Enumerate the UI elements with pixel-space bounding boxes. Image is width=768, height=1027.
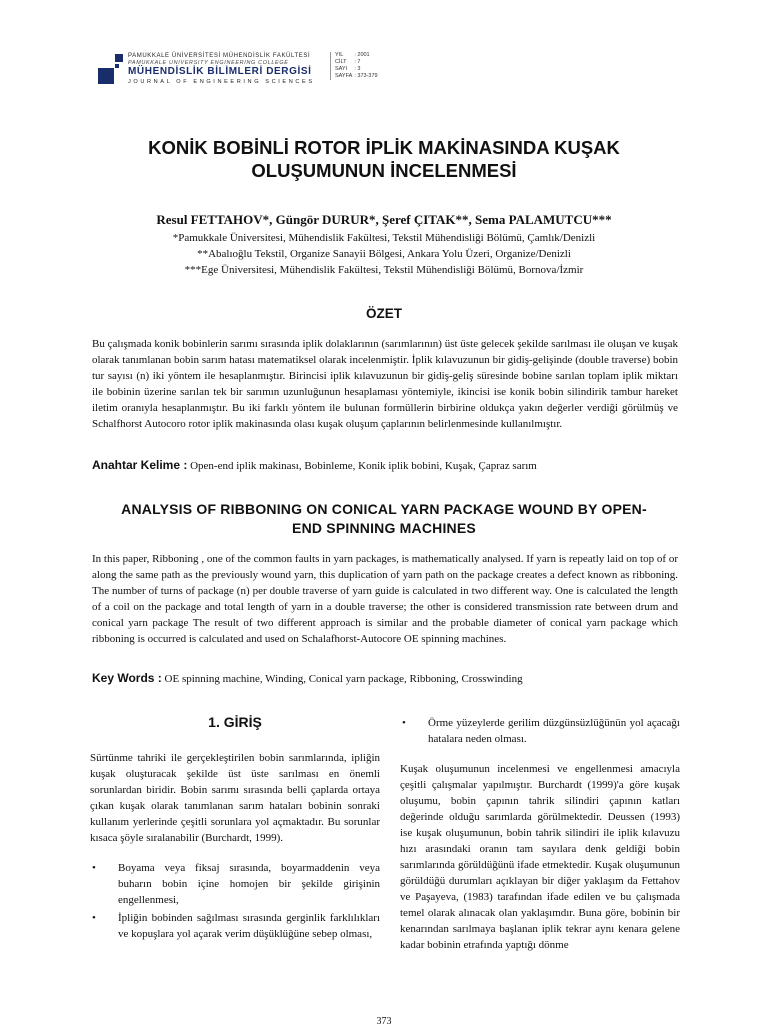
right-column [400,715,680,967]
keywords-text: OE spinning machine, Winding, Conical yarn package, Ribboning, Crosswinding [161,673,523,685]
list-item-text: Örme yüzeylerde gerilim düzgünsüzlüğünün yol açacağı hatalara neden olması. [428,717,680,745]
meta-label: SAYI [335,66,348,72]
title-line: OLUŞUMUNUN İNCELENMESİ [251,160,517,181]
paper-title-en [80,500,688,538]
bullet-icon: • [92,912,96,924]
bullet-list [400,715,680,747]
bullet-icon: • [402,717,406,729]
issue-meta [330,52,380,80]
meta-label: CİLT [335,59,347,65]
list-item [400,715,680,747]
page-number: 373 [376,1016,392,1027]
meta-row [335,59,380,66]
meta-row [335,73,380,80]
university-name-en: PAMUKKALE UNIVERSITY ENGINEERING COLLEGE [128,60,289,66]
list-item [90,860,380,908]
journal-logo-icon [98,52,122,84]
key-words [92,670,678,687]
meta-row [335,52,380,59]
authors: Resul FETTAHOV*, Güngör DURUR*, Şeref ÇITAK**, Sema PALAMUTCU*** [156,212,612,227]
meta-label: YIL [335,52,344,58]
meta-row [335,66,380,73]
ozet-text: Bu çalışmada konik bobinlerin sarımı sırasında iplik dolaklarının (sarımlarının) üst üste gelecek şekilde sarılması ile oluşan ve kuşak olarak tanımlanan bobin sarım hatası matematiksel olarak incelenmiştir. İplik kılavuzunun bir gidiş-gelişinde (double traverse) bobin tur sayısı (n) iki yöntem ile hesaplanmıştır. Birincisi iplik kılavuzunun bir gidiş-geliş süresinde bobine sarılan toplam iplik miktarı ile bobinin üzerine sarılan tek bir sarımın uzunluğunun hesaplaması yöntemiyle, ikincisi ise konik bobin silindirik tambur hareket iletim oranıyla hesaplanmıştır. Bu iki farklı yöntem ile bulunan formüllerin birbirine oldukça yakın değerler verdiği görülmüş ve Schalfhorst Autocoro rotor iplik makinasında olası kuşak oluşum çaplarının belirlenmesinde kullanılmıştır. [92,338,678,430]
anahtar-text: Open-end iplik makinası, Bobinleme, Konik iplik bobini, Kuşak, Çapraz sarım [187,460,537,472]
list-item [90,910,380,942]
affiliation: ***Ege Üniversitesi, Mühendislik Fakültesi, Tekstil Mühendisliği Bölümü, Bornova/İzmir [184,264,584,276]
affiliation: *Pamukkale Üniversitesi, Mühendislik Fakültesi, Tekstil Mühendisliği Bölümü, Çamlık/Denizli [172,232,596,244]
list-item-text: İpliğin bobinden sağılması sırasında gerginlik farklılıkları ve kopuşlara yol açarak verim düşüklüğüne sebep olması, [118,912,380,940]
title-line: END SPINNING MACHINES [292,520,476,536]
bullet-list [90,860,380,942]
meta-value: : 3 [354,66,361,72]
journal-name-en: JOURNAL OF ENGINEERING SCIENCES [128,79,315,85]
right-paragraph: Kuşak oluşumunun incelenmesi ve engellenmesi amacıyla çeşitli çalışmalar yapılmıştır. Burchardt (1999)'a göre kuşak oluşumu, bobin çapının tahrik silindiri çapının katları değerinde olduğu sarımlarda görülmektedir. Deussen (1993) ise kuşak oluşumunun, bobin tahrik silindiri ile iplik kılavuzu hızı arasındaki oranın tam sayılara denk geldiği bobin sarımlarında görüldüğünü ifade etmektedir. Kuşak oluşumunun görüldüğü durumları açıklayan bir diğer yaklaşım da Fettahov ve Paşayeva, (1983) tarafından ifade edilen ve bu çalışmada temel olarak alınacak olan yaklaşımdır. Buna göre, bobinin bir kenarından sarılmaya başlanan iplik tekrar aynı kenara gelene kadar bobinin etrafında yaptığı dönme [400,763,680,951]
abstract-en: In this paper, Ribboning , one of the common faults in yarn packages, is mathematically analysed. If yarn is repeatly laid on top of or along the same path as the previously wound yarn, this duplication of yarn path on the package creates a defect known as ribboning. The number of turns of package (n) per double traverse of yarn guide is calculated in two different way. One is calculated the length of a coil on the package and total length of yarn in a double traverse; the other is considered transmission rate between drum and conical yarn package The result of two different approach is similar and the probable diameter of conical yarn package which ribboning is occurred is calculated and used on Schalafhorst-Autocore OE spinning machines. [92,553,678,645]
title-line: KONİK BOBİNLİ ROTOR İPLİK MAKİNASINDA KUŞAK [148,137,620,158]
paper-title-tr [60,136,708,182]
title-line: ANALYSIS OF RIBBONING ON CONICAL YARN PACKAGE WOUND BY OPEN- [121,501,647,517]
anahtar-label: Anahtar Kelime : [92,458,188,472]
meta-label: SAYFA [335,73,353,79]
anahtar-kelime [92,457,678,474]
giris-heading: 1. GİRİŞ [208,714,262,730]
left-column [90,714,380,942]
ozet-heading: ÖZET [366,306,402,321]
bullet-icon: • [92,862,96,874]
meta-value: : 2001 [354,52,370,58]
affiliation: **Abalıoğlu Tekstil, Organize Sanayii Bölgesi, Ankara Yolu Üzeri, Organize/Denizli [197,248,571,260]
meta-value: : 373-379 [354,73,378,79]
journal-name: MÜHENDİSLİK BİLİMLERİ DERGİSİ [128,66,312,77]
keywords-label: Key Words : [92,671,162,685]
giris-paragraph: Sürtünme tahriki ile gerçekleştirilen bobin sarımlarında, ipliğin kuşak oluşturacak şekilde üst üste sarılması en önemli sorunlardan biridir. Bobin sarımı sırasında belli çaplarda ortaya çıkan kuşak olarak tanımlanan sarım hataları bobinin sonraki kullanım yerlerinde çeşitli sorunlara yol açmaktadır. Bu sorunlar kısaca şöyle sıralanabilir (Burchardt, 1999). [90,752,380,844]
list-item-text: Boyama veya fiksaj sırasında, boyarmaddenin veya buharın bobin içine homojen bir şekilde girişinin engellenmesi, [118,862,380,906]
meta-value: : 7 [354,59,361,65]
university-name: PAMUKKALE ÜNİVERSİTESİ MÜHENDİSLİK FAKÜLTESİ [128,53,311,59]
affiliations [60,230,708,278]
